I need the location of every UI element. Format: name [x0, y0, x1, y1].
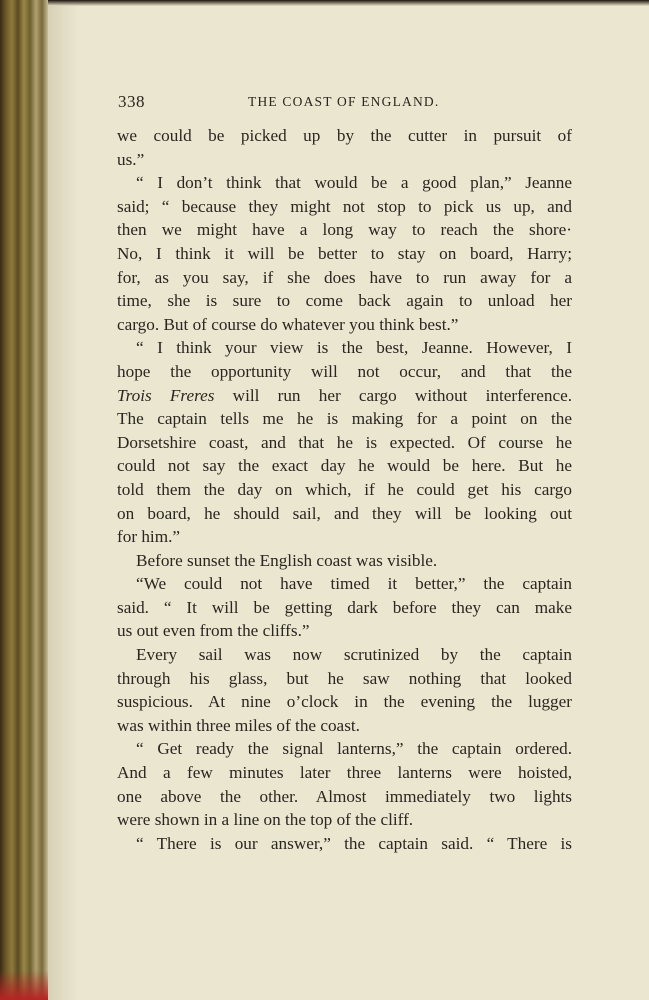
text-line: could not say the exact day he would be here. But he	[117, 456, 572, 476]
page-header	[118, 92, 570, 114]
book-spine	[0, 0, 48, 1000]
text-line: said; “ because they might not stop to pick us up, and	[117, 196, 572, 216]
text-line: suspicious. At nine o’clock in the evening the lugger	[117, 692, 572, 712]
text-line: “ I think your view is the best, Jeanne. However, I	[136, 338, 572, 358]
text-line: “ There is our answer,” the captain said. “ There is	[136, 833, 572, 853]
text-line: Before sunset the English coast was visible.	[136, 550, 438, 570]
text-line: “ Get ready the signal lanterns,” the captain ordered.	[136, 739, 572, 759]
text-line: on board, he should sail, and they will be looking out	[117, 503, 572, 523]
text-line: one above the other. Almost immediately two lights	[117, 786, 572, 806]
text-segment: will run her cargo without interference.	[214, 385, 572, 405]
page-number: 338	[118, 92, 145, 111]
text-line: And a few minutes later three lanterns were hoisted,	[117, 763, 572, 783]
ship-name: Trois Freres	[117, 385, 215, 405]
text-line	[117, 384, 572, 408]
text-line: “We could not have timed it better,” the captain	[136, 574, 572, 594]
text-line: Every sail was now scrutinized by the captain	[136, 645, 572, 665]
body-text	[117, 124, 572, 855]
text-line: us out even from the cliffs.”	[117, 621, 310, 641]
text-line: Dorsetshire coast, and that he is expected. Of course he	[117, 432, 572, 452]
text-line: “ I don’t think that would be a good plan,” Jeanne	[136, 173, 572, 193]
text-line: were shown in a line on the top of the cliff.	[117, 810, 414, 830]
text-line: for, as you say, if she does have to run away for a	[117, 267, 572, 287]
running-title: THE COAST OF ENGLAND.	[248, 94, 440, 109]
text-line: was within three miles of the coast.	[117, 715, 360, 735]
text-line: time, she is sure to come back again to unload her	[117, 291, 572, 311]
text-line: cargo. But of course do whatever you think best.”	[117, 314, 459, 334]
text-line: No, I think it will be better to stay on board, Harry;	[117, 243, 572, 263]
text-line: said. “ It will be getting dark before they can make	[117, 597, 572, 617]
text-line: us.”	[117, 149, 145, 169]
text-line: The captain tells me he is making for a point on the	[117, 409, 572, 429]
text-line: hope the opportunity will not occur, and that the	[117, 361, 572, 381]
text-line: for him.”	[117, 527, 181, 547]
text-line: then we might have a long way to reach the shore·	[117, 220, 572, 240]
text-line: we could be picked up by the cutter in pursuit of	[117, 126, 572, 145]
text-line: through his glass, but he saw nothing that looked	[117, 668, 572, 688]
text-line: told them the day on which, if he could get his cargo	[117, 479, 572, 499]
